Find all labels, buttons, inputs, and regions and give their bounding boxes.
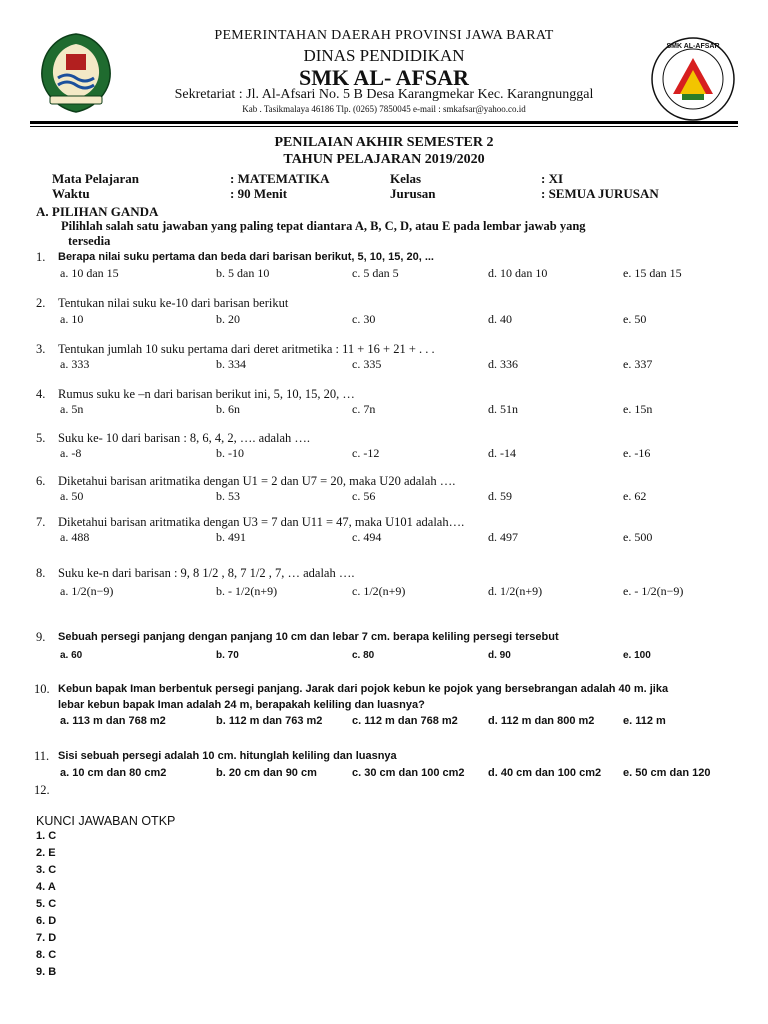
question-number: 7. <box>36 515 46 529</box>
option-e: e. -16 <box>623 446 651 460</box>
answer-key-item: 1. C <box>36 830 57 842</box>
question-number: 2. <box>36 296 46 310</box>
option-c: c. 1/2(n+9) <box>352 584 406 598</box>
question-number: 8. <box>36 566 46 580</box>
exam-title: PENILAIAN AKHIR SEMESTER 2 <box>274 135 494 150</box>
question-number: 1. <box>36 250 46 264</box>
answer-key-item: 9. B <box>36 966 57 978</box>
question-text: Sebuah persegi panjang dengan panjang 10 cm dan lebar 7 cm. berapa keliling persegi tersebut <box>58 631 559 643</box>
answer-key-item: 8. C <box>36 949 57 961</box>
letterhead-contact: Kab . Tasikmalaya 46186 Tlp. (0265) 7850045 e-mail : smkafsar@yahoo.co.id <box>242 104 526 114</box>
option-c: c. 494 <box>352 530 382 544</box>
option-e: e. 50 <box>623 312 647 326</box>
option-b: b. - 1/2(n+9) <box>216 584 278 598</box>
letterhead-school: SMK AL- AFSAR <box>299 65 469 90</box>
letterhead-rule-thin <box>30 126 738 127</box>
letterhead-address: Sekretariat : Jl. Al-Afsari No. 5 B Desa Karangmekar Kec. Karangnunggal <box>174 87 594 102</box>
answer-key-item: 5. C <box>36 898 57 910</box>
option-d: d. 90 <box>488 650 511 661</box>
option-e: e. - 1/2(n−9) <box>623 584 684 598</box>
option-c: c. -12 <box>352 446 380 460</box>
question-text: Diketahui barisan aritmatika dengan U1 = 2 dan U7 = 20, maka U20 adalah …. <box>58 474 456 488</box>
option-b: b. -10 <box>216 446 244 460</box>
option-b: b. 53 <box>216 489 240 503</box>
option-d: d. 59 <box>488 489 512 503</box>
question-number: 11. <box>34 749 50 763</box>
option-d: d. -14 <box>488 446 516 460</box>
question-number: 10. <box>34 682 50 696</box>
letterhead-government: PEMERINTAHAN DAERAH PROVINSI JAWA BARAT <box>214 28 554 43</box>
question-text: Tentukan jumlah 10 suku pertama dari deret aritmetika : 11 + 16 + 21 + . . . <box>58 342 435 356</box>
option-b: b. 334 <box>216 357 246 371</box>
answer-key-item: 7. D <box>36 932 57 944</box>
west-java-emblem-logo <box>36 30 116 116</box>
answer-key-item: 4. A <box>36 881 56 893</box>
question-text: Diketahui barisan aritmatika dengan U3 = 7 dan U11 = 47, maka U101 adalah…. <box>58 515 465 529</box>
option-b: b. 20 cm dan 90 cm <box>216 767 317 779</box>
question-text: Sisi sebuah persegi adalah 10 cm. hitunglah keliling dan luasnya <box>58 750 397 762</box>
option-c: c. 5 dan 5 <box>352 266 399 280</box>
option-c: c. 30 <box>352 312 376 326</box>
option-c: c. 80 <box>352 650 375 661</box>
option-d: d. 40 <box>488 312 512 326</box>
option-b: b. 491 <box>216 530 246 544</box>
option-d: d. 40 cm dan 100 cm2 <box>488 767 602 779</box>
time-label: Waktu <box>52 186 90 201</box>
question-text: Berapa nilai suku pertama dan beda dari barisan berikut, 5, 10, 15, 20, ... <box>58 251 434 263</box>
smk-al-afsar-logo <box>650 36 736 122</box>
major-value: : SEMUA JURUSAN <box>541 186 659 201</box>
section-instruction-line2: tersedia <box>68 234 111 248</box>
option-e: e. 50 cm dan 120 <box>623 767 711 779</box>
option-e: e. 112 m <box>623 715 666 727</box>
option-b: b. 6n <box>216 402 240 416</box>
option-e: e. 15n <box>623 402 653 416</box>
section-instruction-line1: Pilihlah salah satu jawaban yang paling tepat diantara A, B, C, D, atau E pada lembar jawab yang <box>61 219 586 233</box>
class-label: Kelas <box>390 171 422 186</box>
option-d: d. 112 m dan 800 m2 <box>488 715 595 727</box>
option-a: a. 10 <box>60 312 84 326</box>
section-title: A. PILIHAN GANDA <box>36 204 159 219</box>
question-number: 5. <box>36 431 46 445</box>
option-a: a. 488 <box>60 530 90 544</box>
option-a: a. 5n <box>60 402 84 416</box>
option-b: b. 20 <box>216 312 240 326</box>
option-a: a. 10 dan 15 <box>60 266 119 280</box>
option-c: c. 56 <box>352 489 376 503</box>
option-e: e. 15 dan 15 <box>623 266 682 280</box>
question-text: Suku ke- 10 dari barisan : 8, 6, 4, 2, …. adalah …. <box>58 431 311 445</box>
option-e: e. 62 <box>623 489 647 503</box>
option-a: a. 113 m dan 768 m2 <box>60 715 166 727</box>
class-value: : XI <box>541 171 564 186</box>
option-a: a. 1/2(n−9) <box>60 584 114 598</box>
question-number: 12. <box>34 783 50 797</box>
subject-value: : MATEMATIKA <box>230 171 330 186</box>
option-e: e. 500 <box>623 530 653 544</box>
exam-year: TAHUN PELAJARAN 2019/2020 <box>283 152 485 167</box>
option-d: d. 51n <box>488 402 518 416</box>
time-value: : 90 Menit <box>230 186 288 201</box>
svg-text:SMK AL-AFSAR: SMK AL-AFSAR <box>666 43 720 50</box>
question-text: Tentukan nilai suku ke-10 dari barisan berikut <box>58 296 289 310</box>
option-a: a. 60 <box>60 650 83 661</box>
question-text-line2: lebar kebun bapak Iman adalah 24 m, berapakah keliling dan luasnya? <box>58 699 425 711</box>
answer-key-title: KUNCI JAWABAN OTKP <box>36 814 176 828</box>
option-a: a. 333 <box>60 357 90 371</box>
option-d: d. 10 dan 10 <box>488 266 548 280</box>
subject-label: Mata Pelajaran <box>52 171 140 186</box>
question-number: 3. <box>36 342 46 356</box>
question-number: 6. <box>36 474 46 488</box>
option-d: d. 336 <box>488 357 518 371</box>
answer-key-item: 3. C <box>36 864 57 876</box>
option-a: a. -8 <box>60 446 82 460</box>
option-e: e. 100 <box>623 650 651 661</box>
question-text: Suku ke-n dari barisan : 9, 8 1/2 , 8, 7 1/2 , 7, … adalah …. <box>58 566 355 580</box>
option-b: b. 70 <box>216 650 239 661</box>
answer-key-item: 2. E <box>36 847 56 859</box>
option-a: a. 10 cm dan 80 cm2 <box>60 767 167 779</box>
letterhead-department: DINAS PENDIDIKAN <box>303 46 465 65</box>
option-c: c. 112 m dan 768 m2 <box>352 715 458 727</box>
option-c: c. 30 cm dan 100 cm2 <box>352 767 465 779</box>
option-c: c. 7n <box>352 402 376 416</box>
option-e: e. 337 <box>623 357 653 371</box>
question-text: Rumus suku ke –n dari barisan berikut ini, 5, 10, 15, 20, … <box>58 387 355 401</box>
option-a: a. 50 <box>60 489 84 503</box>
major-label: Jurusan <box>390 186 436 201</box>
option-b: b. 5 dan 10 <box>216 266 270 280</box>
option-b: b. 112 m dan 763 m2 <box>216 715 323 727</box>
question-text: Kebun bapak Iman berbentuk persegi panjang. Jarak dari pojok kebun ke pojok yang bersebrangan adalah 40 m. jika <box>58 683 669 695</box>
question-number: 4. <box>36 387 46 401</box>
answer-key-item: 6. D <box>36 915 57 927</box>
letterhead-rule-thick <box>30 121 738 124</box>
option-d: d. 497 <box>488 530 518 544</box>
option-c: c. 335 <box>352 357 382 371</box>
question-number: 9. <box>36 630 46 644</box>
option-d: d. 1/2(n+9) <box>488 584 543 598</box>
